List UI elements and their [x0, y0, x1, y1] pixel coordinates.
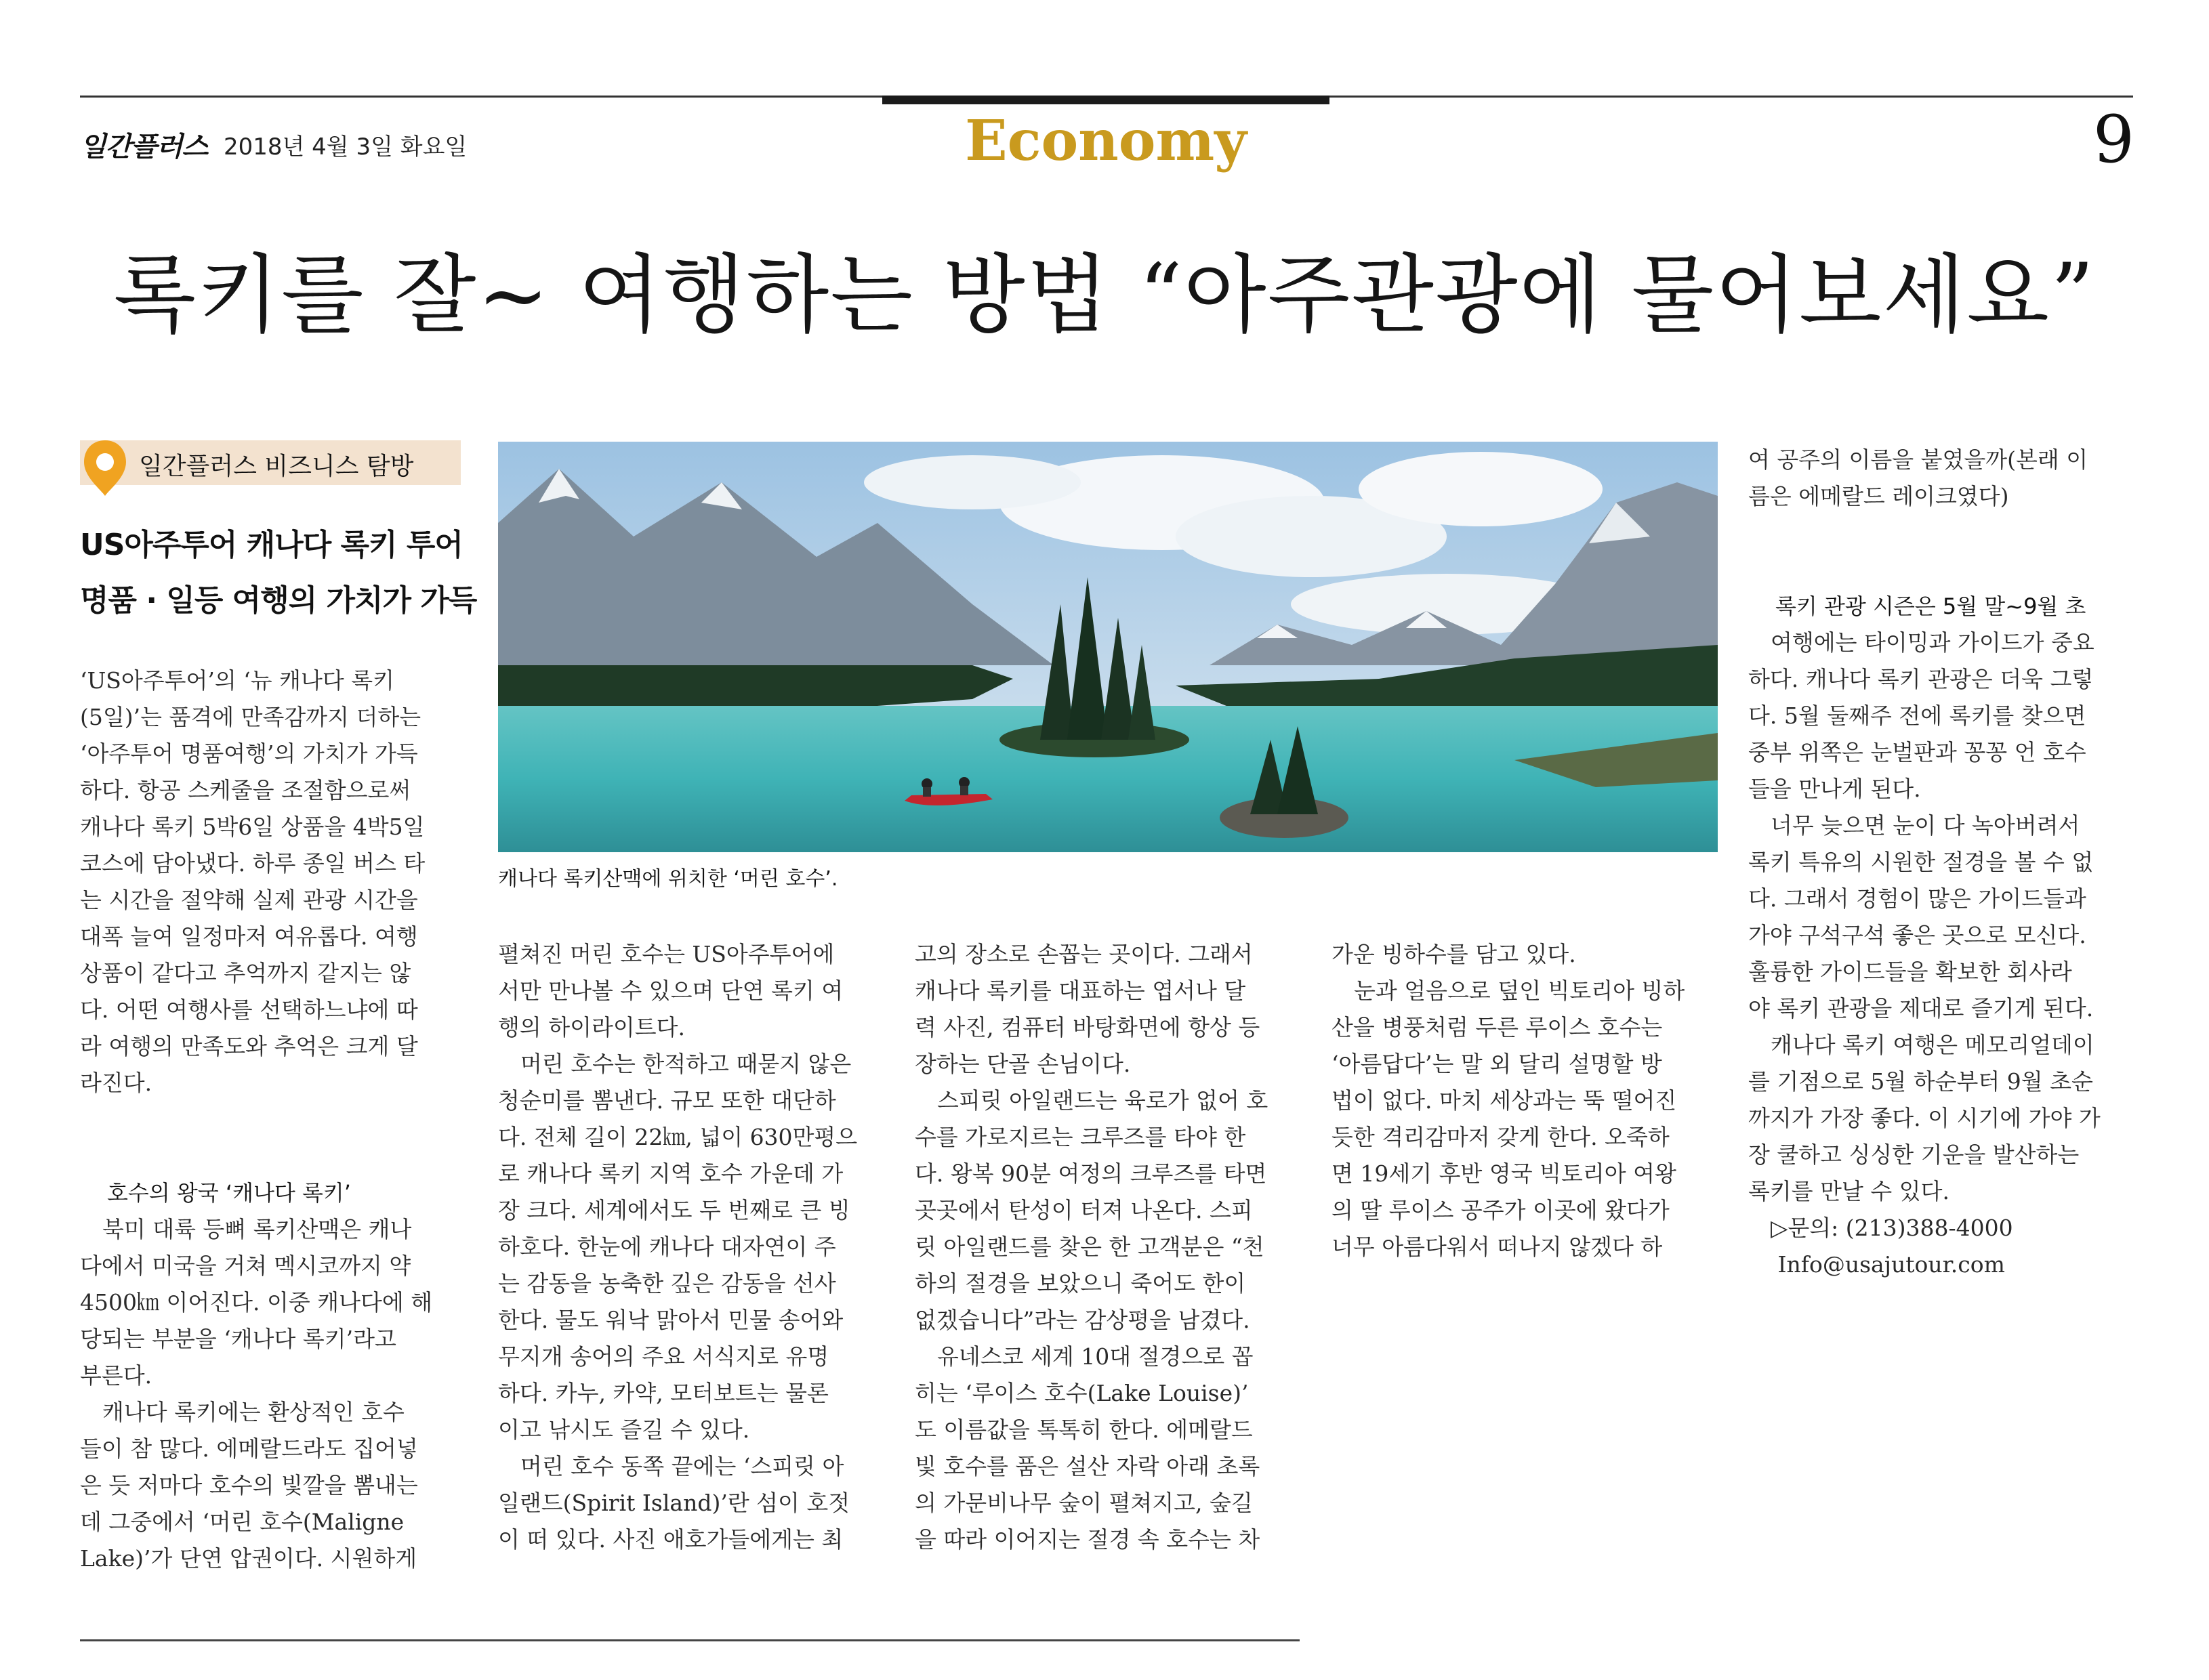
- article-line: 부른다.: [80, 1362, 152, 1389]
- article-line: 여 공주의 이름을 붙였을까(본래 이: [1748, 446, 2088, 473]
- article-line: 빛 호수를 품은 설산 자락 아래 초록: [915, 1453, 1260, 1479]
- article-line: 다. 5월 둘째주 전에 록키를 찾으면: [1748, 702, 2086, 729]
- article-line: 스피릿 아일랜드는 육로가 없어 호: [915, 1087, 1268, 1114]
- article-line: 은 듯 저마다 호수의 빛깔을 뽐내는: [80, 1472, 418, 1498]
- article-line: 캐나다 록키 여행은 메모리얼데이: [1748, 1032, 2094, 1058]
- article-line: 는 감동을 농축한 깊은 감동을 선사: [498, 1270, 836, 1297]
- kicker-label: 일간플러스 비즈니스 탐방: [139, 453, 414, 480]
- article-line: 력 사진, 컴퓨터 바탕화면에 항상 등: [915, 1014, 1260, 1041]
- article-line: 가야 구석구석 좋은 곳으로 모신다.: [1748, 922, 2086, 948]
- article-line: 듯한 격리감마저 갖게 한다. 오죽하: [1331, 1124, 1670, 1150]
- newspaper-logo: 일간플러스: [80, 131, 208, 163]
- page-number: 9: [2092, 102, 2134, 177]
- article-line: 다. 전체 길이 22㎞, 넓이 630만평으: [498, 1124, 858, 1150]
- article-line: 의 딸 루이스 공주가 이곳에 왔다가: [1331, 1197, 1670, 1223]
- article-line: 다. 어떤 여행사를 선택하느냐에 따: [80, 996, 418, 1023]
- article-line: 장하는 단골 손님이다.: [915, 1051, 1131, 1077]
- article-line: 는 시간을 절약해 실제 관광 시간을: [80, 887, 418, 913]
- issue-date: 2018년 4월 3일 화요일: [224, 133, 468, 161]
- article-line: 록키 관광 시즌은 5월 말~9월 초: [1775, 593, 2086, 619]
- article-line: 장 쿨하고 싱싱한 기운을 발산하는: [1748, 1141, 2080, 1168]
- article-line: 상품이 같다고 추억까지 같지는 않: [80, 960, 411, 986]
- location-pin-icon: [80, 438, 130, 497]
- article-line: 다. 왕복 90분 여정의 크루즈를 타면: [915, 1160, 1267, 1187]
- subhead-2: 명품 · 일등 여행의 가치가 가득: [80, 583, 477, 618]
- article-line: 도 이름값을 톡톡히 한다. 에메랄드: [915, 1416, 1253, 1443]
- article-line: 행의 하이라이트다.: [498, 1014, 686, 1041]
- article-line: 가운 빙하수를 담고 있다.: [1331, 941, 1576, 967]
- article-line: 면 19세기 후반 영국 빅토리아 여왕: [1331, 1160, 1676, 1187]
- article-line: 고의 장소로 손꼽는 곳이다. 그래서: [915, 941, 1253, 967]
- article-line: 하다. 카누, 카약, 모터보트는 물론: [498, 1380, 829, 1406]
- article-line: ‘아름답다’는 말 외 달리 설명할 방: [1331, 1051, 1662, 1077]
- article-line: 곳곳에서 탄성이 터져 나온다. 스피: [915, 1197, 1253, 1223]
- article-line: (5일)’는 품격에 만족감까지 더하는: [80, 704, 421, 730]
- article-line: 법이 없다. 마치 세상과는 뚝 떨어진: [1331, 1087, 1677, 1114]
- article-line: 라 여행의 만족도와 추억은 크게 달: [80, 1033, 418, 1059]
- article-line: 산을 병풍처럼 두른 루이스 호수는: [1331, 1014, 1663, 1041]
- article-line: 하다. 캐나다 록키 관광은 더욱 그렇: [1748, 666, 2094, 692]
- article-line: 들을 만나게 된다.: [1748, 776, 1921, 802]
- article-line: 코스에 담아냈다. 하루 종일 버스 타: [80, 850, 426, 877]
- article-line: 를 기점으로 5월 하순부터 9월 초순: [1748, 1068, 2093, 1095]
- article-line: 캐나다 록키에는 환상적인 호수: [80, 1399, 405, 1425]
- footer-rule: [80, 1639, 1300, 1641]
- article-line: 머린 호수는 한적하고 때묻지 않은: [498, 1051, 852, 1077]
- article-line: 중부 위쪽은 눈벌판과 꽁꽁 언 호수: [1748, 739, 2086, 765]
- article-line: 여행에는 타이밍과 가이드가 중요: [1748, 629, 2094, 656]
- section-rule: [882, 96, 1329, 104]
- article-line: 을 따라 이어지는 절경 속 호수는 차: [915, 1526, 1260, 1553]
- article-line: 4500㎞ 이어진다. 이중 캐나다에 해: [80, 1289, 433, 1316]
- article-line: 릿 아일랜드를 찾은 한 고객분은 “천: [915, 1234, 1264, 1260]
- article-line: 히는 ‘루이스 호수(Lake Louise)’: [915, 1380, 1249, 1406]
- article-line: 무지개 송어의 주요 서식지로 유명: [498, 1343, 829, 1370]
- article-line: 야 록키 관광을 제대로 즐기게 된다.: [1748, 995, 2094, 1022]
- article-line: 다. 그래서 경험이 많은 가이드들과: [1748, 885, 2086, 912]
- article-line: 당되는 부분을 ‘캐나다 록키’라고: [80, 1326, 396, 1352]
- article-line: 다에서 미국을 거쳐 멕시코까지 약: [80, 1253, 411, 1279]
- article-line: 들이 참 많다. 에메랄드라도 집어넣: [80, 1435, 418, 1462]
- article-line: Lake)’가 단연 압권이다. 시원하게: [80, 1545, 417, 1572]
- article-line: 라진다.: [80, 1070, 152, 1096]
- photo-caption: 캐나다 록키산맥에 위치한 ‘머린 호수’.: [498, 867, 838, 891]
- article-line: 데 그중에서 ‘머린 호수(Maligne: [80, 1509, 405, 1535]
- article-line: 이고 낚시도 즐길 수 있다.: [498, 1416, 750, 1443]
- article-line: 까지가 가장 좋다. 이 시기에 가야 가: [1748, 1105, 2101, 1131]
- article-line: ▷문의: (213)388-4000: [1748, 1215, 2013, 1241]
- article-line: 름은 에메랄드 레이크였다): [1748, 483, 2009, 509]
- subhead-1: US아주투어 캐나다 록키 투어: [80, 528, 463, 562]
- article-line: 유네스코 세계 10대 절경으로 꼽: [915, 1343, 1254, 1370]
- article-line: 한다. 물도 워낙 맑아서 민물 송어와: [498, 1307, 844, 1333]
- headline: 록키를 잘~ 여행하는 방법 “아주관광에 물어보세요”: [113, 245, 2096, 345]
- article-line: 없겠습니다”라는 감상평을 남겼다.: [915, 1307, 1250, 1333]
- article-line: 호수의 왕국 ‘캐나다 록키’: [107, 1180, 351, 1206]
- article-line: 대폭 늘여 일정마저 여유롭다. 여행: [80, 923, 418, 950]
- article-line: 서만 만나볼 수 있으며 단연 록키 여: [498, 978, 844, 1004]
- article-line: Info@usajutour.com: [1748, 1251, 2005, 1278]
- article-line: 북미 대륙 등뼈 록키산맥은 캐나: [80, 1216, 412, 1242]
- article-line: 록키 특유의 시원한 절경을 볼 수 없: [1748, 849, 2094, 875]
- article-line: 청순미를 뽐낸다. 규모 또한 대단하: [498, 1087, 836, 1114]
- article-line: ‘아주투어 명품여행’의 가치가 가득: [80, 740, 418, 767]
- article-line: 하의 절경을 보았으니 죽어도 한이: [915, 1270, 1246, 1297]
- article-line: 로 캐나다 록키 지역 호수 가운데 가: [498, 1160, 844, 1187]
- article-line: 펼쳐진 머린 호수는 US아주투어에: [498, 941, 835, 967]
- article-line: 캐나다 록키 5박6일 상품을 4박5일: [80, 814, 425, 840]
- article-line: 이 떠 있다. 사진 애호가들에게는 최: [498, 1526, 844, 1553]
- article-line: 하다. 항공 스케줄을 조절함으로써: [80, 777, 411, 803]
- article-line: 하호다. 한눈에 캐나다 대자연이 주: [498, 1234, 836, 1260]
- article-line: 록키를 만날 수 있다.: [1748, 1178, 1949, 1204]
- article-line: 장 크다. 세계에서도 두 번째로 큰 빙: [498, 1197, 850, 1223]
- article-line: ‘US아주투어’의 ‘뉴 캐나다 록키: [80, 667, 395, 694]
- section-title: Economy: [965, 108, 1247, 173]
- lake-photo: [498, 442, 1718, 852]
- article-line: 수를 가로지르는 크루즈를 타야 한: [915, 1124, 1246, 1150]
- article-line: 의 가문비나무 숲이 펼쳐지고, 숲길: [915, 1490, 1253, 1516]
- article-line: 너무 아름다워서 떠나지 않겠다 하: [1331, 1234, 1663, 1260]
- article-line: 너무 늦으면 눈이 다 녹아버려서: [1748, 812, 2080, 839]
- article-line: 일랜드(Spirit Island)’란 섬이 호젓: [498, 1490, 850, 1516]
- article-line: 훌륭한 가이드들을 확보한 회사라: [1748, 959, 2072, 985]
- article-line: 캐나다 록키를 대표하는 엽서나 달: [915, 978, 1246, 1004]
- article-line: 머린 호수 동쪽 끝에는 ‘스피릿 아: [498, 1453, 844, 1479]
- article-line: 눈과 얼음으로 덮인 빅토리아 빙하: [1331, 978, 1685, 1004]
